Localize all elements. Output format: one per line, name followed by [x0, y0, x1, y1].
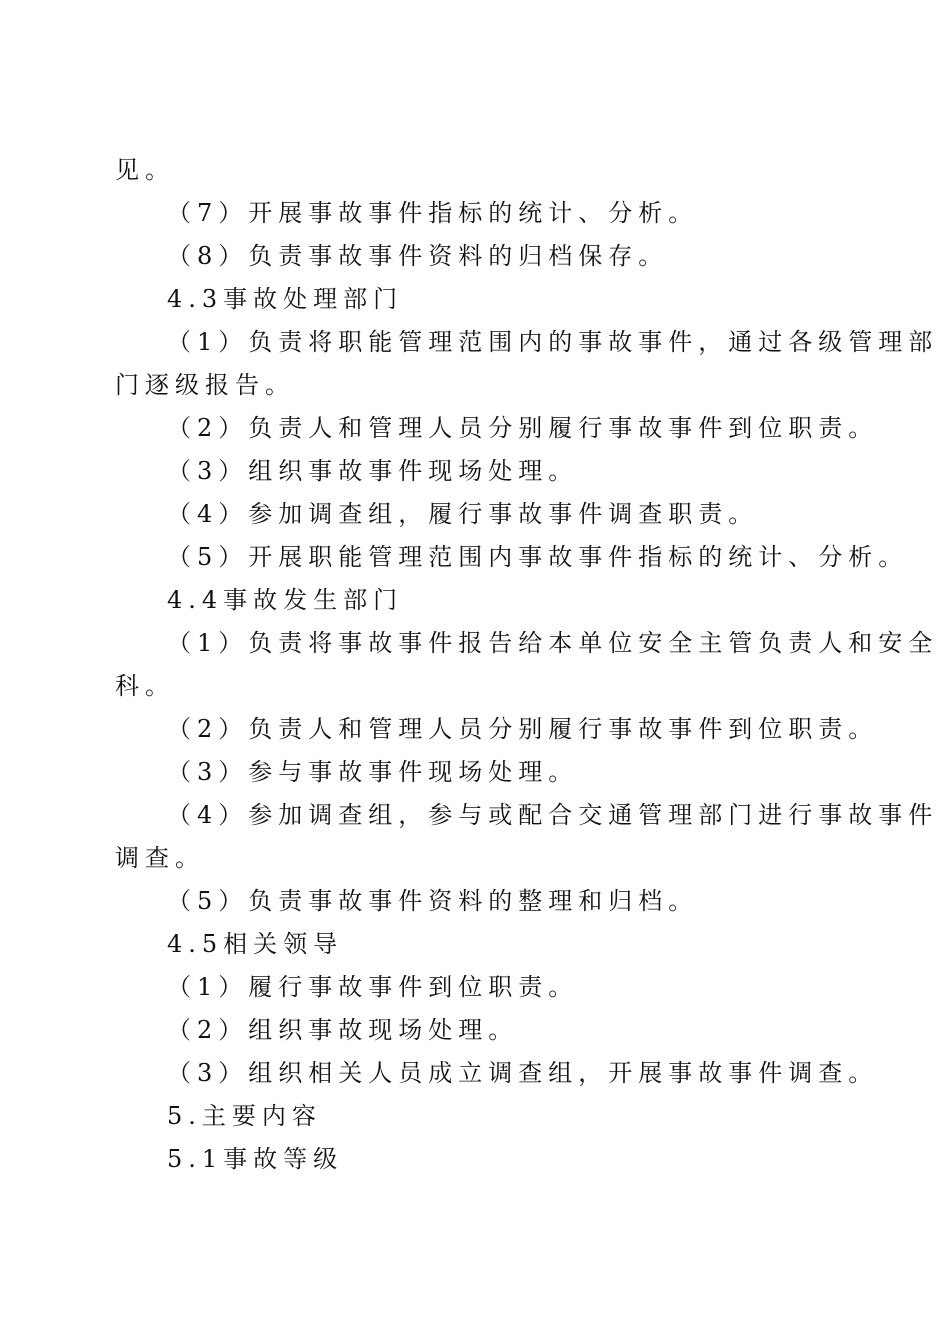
text-line: （3）参与事故事件现场处理。 [167, 758, 579, 786]
text-line: （3）组织事故事件现场处理。 [167, 457, 579, 485]
section-heading: 4.3事故处理部门 [167, 285, 404, 313]
text-line: 见。 [115, 156, 175, 184]
text-line: （4）参加调查组，参与或配合交通管理部门进行事故事件 [167, 801, 939, 829]
text-line: （1）负责将职能管理范围内的事故事件，通过各级管理部 [167, 328, 939, 356]
section-heading: 4.4事故发生部门 [167, 586, 404, 614]
text-line: （7）开展事故事件指标的统计、分析。 [167, 199, 699, 227]
text-line: （3）组织相关人员成立调查组，开展事故事件调查。 [167, 1059, 879, 1087]
text-line: （2）组织事故现场处理。 [167, 1016, 519, 1044]
text-line: （5）开展职能管理范围内事故事件指标的统计、分析。 [167, 543, 909, 571]
text-line: （8）负责事故事件资料的归档保存。 [167, 242, 669, 270]
text-line: （5）负责事故事件资料的整理和归档。 [167, 887, 699, 915]
text-line: （2）负责人和管理人员分别履行事故事件到位职责。 [167, 414, 879, 442]
section-heading: 5.主要内容 [167, 1102, 322, 1130]
text-line: （1）负责将事故事件报告给本单位安全主管负责人和安全 [167, 629, 939, 657]
text-line: （1）履行事故事件到位职责。 [167, 973, 579, 1001]
text-line: 调查。 [115, 844, 205, 872]
text-line: （4）参加调查组，履行事故事件调查职责。 [167, 500, 759, 528]
text-line: （2）负责人和管理人员分别履行事故事件到位职责。 [167, 715, 879, 743]
text-line: 科。 [115, 672, 175, 700]
section-heading: 5.1事故等级 [167, 1145, 344, 1173]
section-heading: 4.5相关领导 [167, 930, 344, 958]
text-line: 门逐级报告。 [115, 371, 295, 399]
